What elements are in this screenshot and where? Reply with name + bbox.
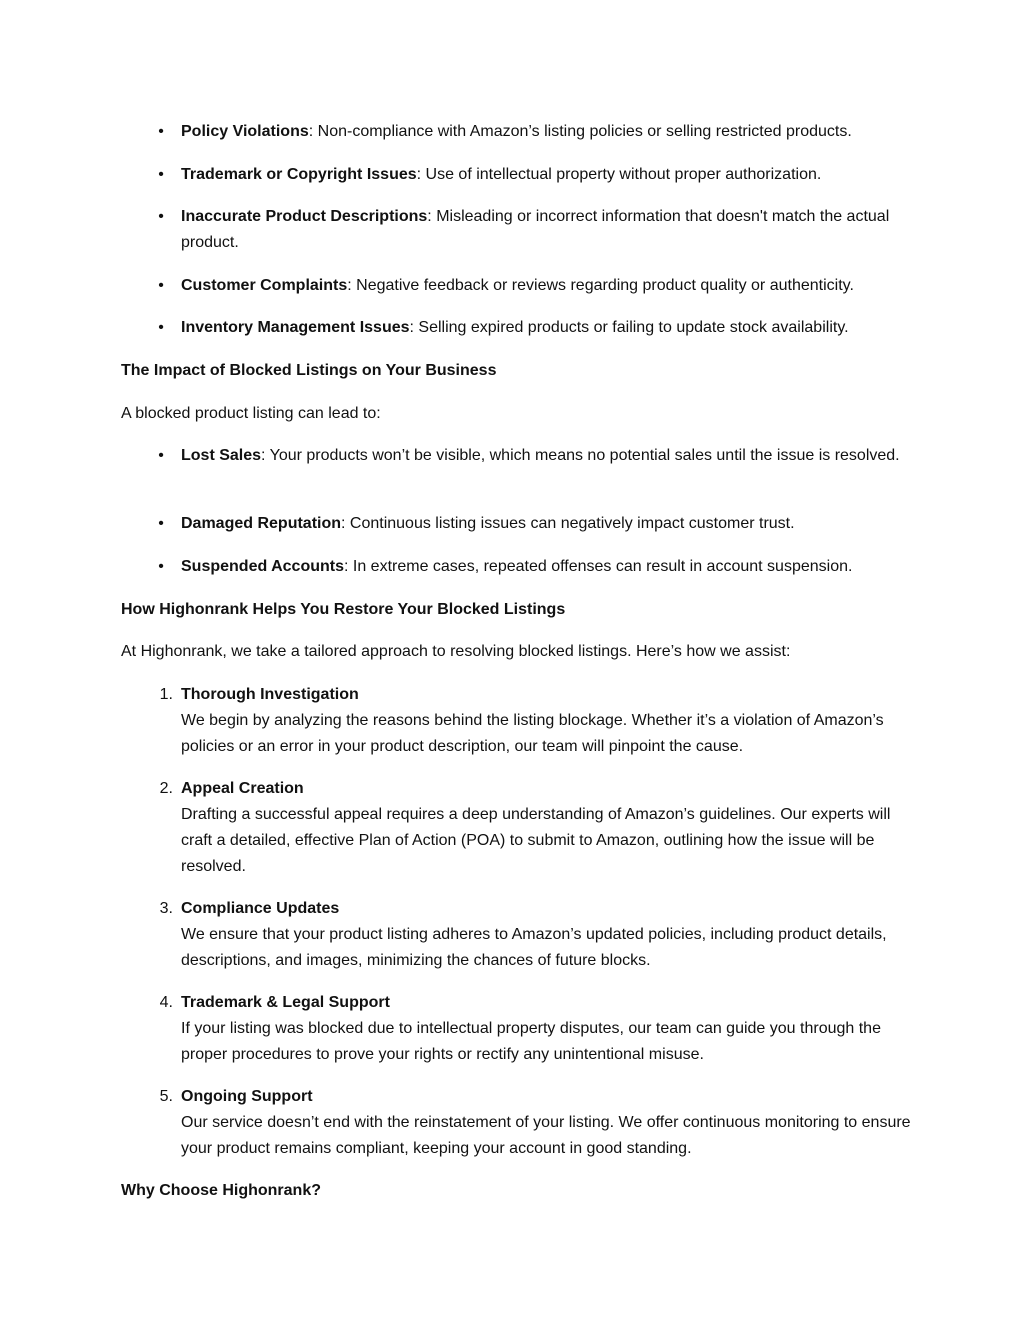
reason-item-inaccurate-descriptions: [158, 204, 911, 256]
step-number: 4.: [159, 994, 173, 1011]
impact-intro-text: A blocked product listing can lead to:: [121, 405, 381, 422]
step-item-legal: [159, 990, 911, 1068]
reason-term: Inventory Management Issues: [181, 319, 410, 336]
step-number: 3.: [159, 900, 173, 917]
bullet-icon: •: [158, 166, 164, 183]
reason-term: Trademark or Copyright Issues: [181, 166, 417, 183]
step-text: If your listing was blocked due to intellectual property disputes, our team can guide you through the proper procedures to prove your rights or rectify any unintentional misuse.: [181, 1020, 881, 1063]
step-text: Drafting a successful appeal requires a deep understanding of Amazon’s guidelines. Our experts will craft a detailed, effective Plan of Action (POA) to submit to Amazon, outlining how the issue will be resolved.: [181, 806, 891, 875]
reason-item-policy-violations: [158, 119, 911, 145]
step-item-ongoing: [159, 1084, 911, 1162]
impact-heading: [121, 358, 911, 384]
bullet-icon: •: [158, 558, 164, 575]
impact-text: : Continuous listing issues can negatively impact customer trust.: [341, 515, 795, 532]
impact-item-lost-sales: [158, 443, 911, 469]
impact-term: Damaged Reputation: [181, 515, 342, 532]
step-item-investigation: [159, 682, 911, 760]
step-item-appeal: [159, 776, 911, 880]
impact-term: Lost Sales: [181, 447, 262, 464]
why-heading-text: Why Choose Highonrank?: [121, 1182, 321, 1199]
impact-text: : In extreme cases, repeated offenses can result in account suspension.: [343, 558, 853, 575]
step-title: Compliance Updates: [181, 900, 340, 917]
help-intro: [121, 639, 911, 665]
impact-heading-text: The Impact of Blocked Listings on Your Business: [121, 362, 497, 379]
help-intro-text: At Highonrank, we take a tailored approach to resolving blocked listings. Here’s how we assist:: [121, 643, 791, 660]
reason-text: : Negative feedback or reviews regarding product quality or authenticity.: [347, 277, 854, 294]
step-title: Trademark & Legal Support: [181, 994, 390, 1011]
help-heading: [121, 597, 911, 623]
reason-term: Customer Complaints: [181, 277, 348, 294]
step-text: Our service doesn’t end with the reinstatement of your listing. We offer continuous monitoring to ensure your product remains compliant, keeping your account in good standing.: [181, 1114, 911, 1157]
bullet-icon: •: [158, 208, 164, 225]
step-text: We begin by analyzing the reasons behind the listing blockage. Whether it’s a violation of Amazon’s policies or an error in your product description, our team will pinpoint the cause.: [181, 712, 884, 755]
bullet-icon: •: [158, 277, 164, 294]
reason-text: : Use of intellectual property without proper authorization.: [416, 166, 822, 183]
bullet-icon: •: [158, 515, 164, 532]
reason-text: : Non-compliance with Amazon’s listing policies or selling restricted products.: [308, 123, 852, 140]
reason-text: : Selling expired products or failing to update stock availability.: [409, 319, 849, 336]
step-text: We ensure that your product listing adheres to Amazon’s updated policies, including product details, descriptions, and images, minimizing the chances of future blocks.: [181, 926, 887, 969]
reason-term: Inaccurate Product Descriptions: [181, 208, 428, 225]
impact-text: : Your products won’t be visible, which means no potential sales until the issue is resolved.: [261, 447, 900, 464]
reason-item-trademark: [158, 162, 911, 188]
impact-term: Suspended Accounts: [181, 558, 344, 575]
reason-text: : Misleading or incorrect information that doesn't match the actual product.: [181, 208, 890, 251]
reason-item-customer-complaints: [158, 273, 911, 299]
reason-item-inventory: [158, 315, 911, 341]
why-heading: [121, 1178, 911, 1204]
step-item-compliance: [159, 896, 911, 974]
step-number: 1.: [159, 686, 173, 703]
impact-intro: [121, 401, 911, 427]
impact-item-suspended-accounts: [158, 554, 911, 580]
step-number: 5.: [159, 1088, 173, 1105]
bullet-icon: •: [158, 447, 164, 464]
bullet-icon: •: [158, 123, 164, 140]
impact-item-damaged-reputation: [158, 511, 911, 537]
reason-term: Policy Violations: [181, 123, 309, 140]
step-number: 2.: [159, 780, 173, 797]
step-title: Ongoing Support: [181, 1088, 313, 1105]
step-title: Thorough Investigation: [181, 686, 359, 703]
bullet-icon: •: [158, 319, 164, 336]
step-title: Appeal Creation: [181, 780, 304, 797]
help-heading-text: How Highonrank Helps You Restore Your Blocked Listings: [121, 601, 566, 618]
